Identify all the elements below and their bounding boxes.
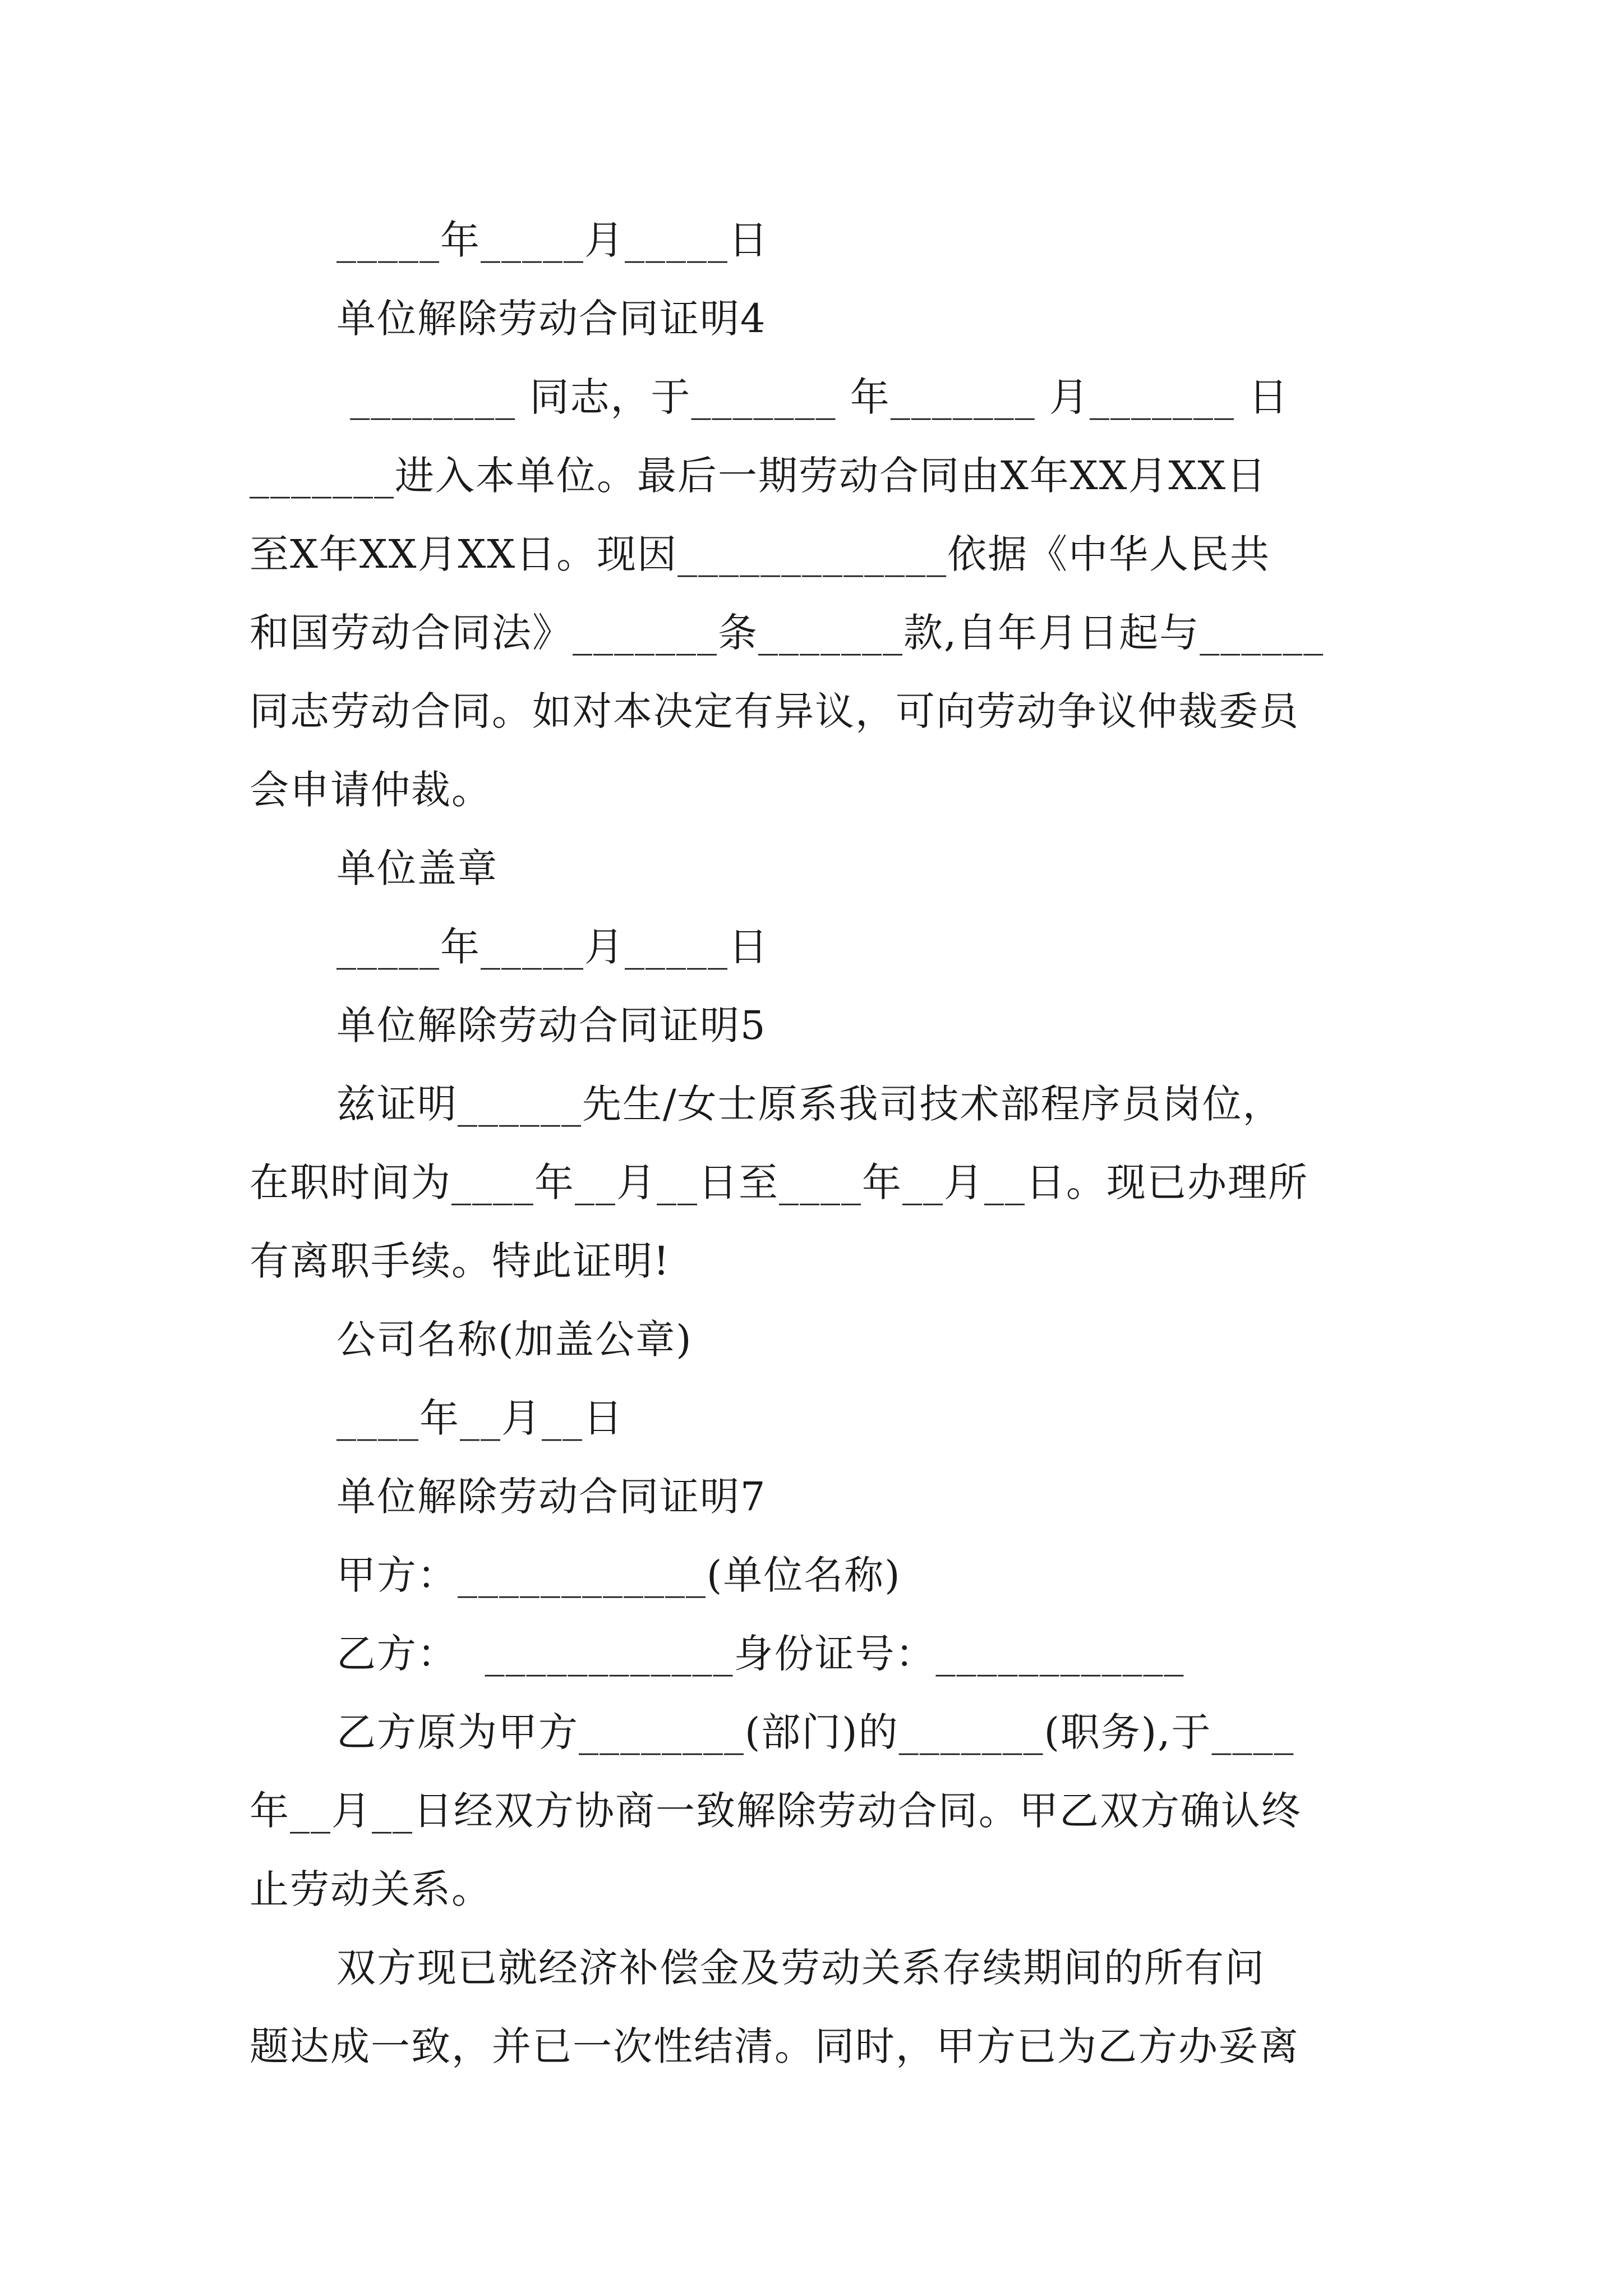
- paragraph-line: 题达成一致，并已一次性结清。同时，甲方已为乙方办妥离: [250, 2023, 1299, 2069]
- section-heading: 单位解除劳动合同证明7: [336, 1474, 767, 1520]
- paragraph-line: ________ 同志，于_______ 年_______ 月_______ 日: [336, 374, 1289, 420]
- party-a-line: 甲方：____________(单位名称): [336, 1552, 901, 1598]
- date-line: _____年_____月_____日: [336, 924, 769, 970]
- paragraph-line: 有离职手续。特此证明!: [250, 1238, 671, 1284]
- paragraph-line: 乙方原为甲方________(部门)的_______(职务),于____: [336, 1709, 1295, 1755]
- paragraph-line: 止劳动关系。: [250, 1866, 492, 1912]
- seal-label: 单位盖章: [336, 845, 498, 891]
- paragraph-line: _______进入本单位。最后一期劳动合同由X年XX月XX日: [250, 453, 1267, 499]
- company-seal-label: 公司名称(加盖公章): [336, 1317, 693, 1363]
- date-line: ____年__月__日: [336, 1395, 624, 1441]
- section-heading: 单位解除劳动合同证明5: [336, 1002, 767, 1048]
- paragraph-line: 兹证明______先生/女士原系我司技术部程序员岗位，: [336, 1081, 1283, 1127]
- paragraph-line: 在职时间为____年__月__日至____年__月__日。现已办理所: [250, 1159, 1308, 1205]
- paragraph-line: 会申请仲裁。: [250, 767, 492, 813]
- paragraph-line: 同志劳动合同。如对本决定有异议，可向劳动争议仲裁委员: [250, 688, 1299, 734]
- paragraph-line: 双方现已就经济补偿金及劳动关系存续期间的所有问: [336, 1945, 1265, 1991]
- paragraph-line: 和国劳动合同法》_______条_______款,自年月日起与______: [250, 610, 1325, 656]
- section-heading: 单位解除劳动合同证明4: [336, 296, 767, 342]
- date-line: _____年_____月_____日: [336, 217, 769, 263]
- paragraph-line: 至X年XX月XX日。现因_____________依据《中华人民共: [250, 531, 1271, 577]
- paragraph-line: 年__月__日经双方协商一致解除劳动合同。甲乙双方确认终: [250, 1788, 1302, 1834]
- party-b-line: 乙方： ____________身份证号：____________: [336, 1631, 1185, 1677]
